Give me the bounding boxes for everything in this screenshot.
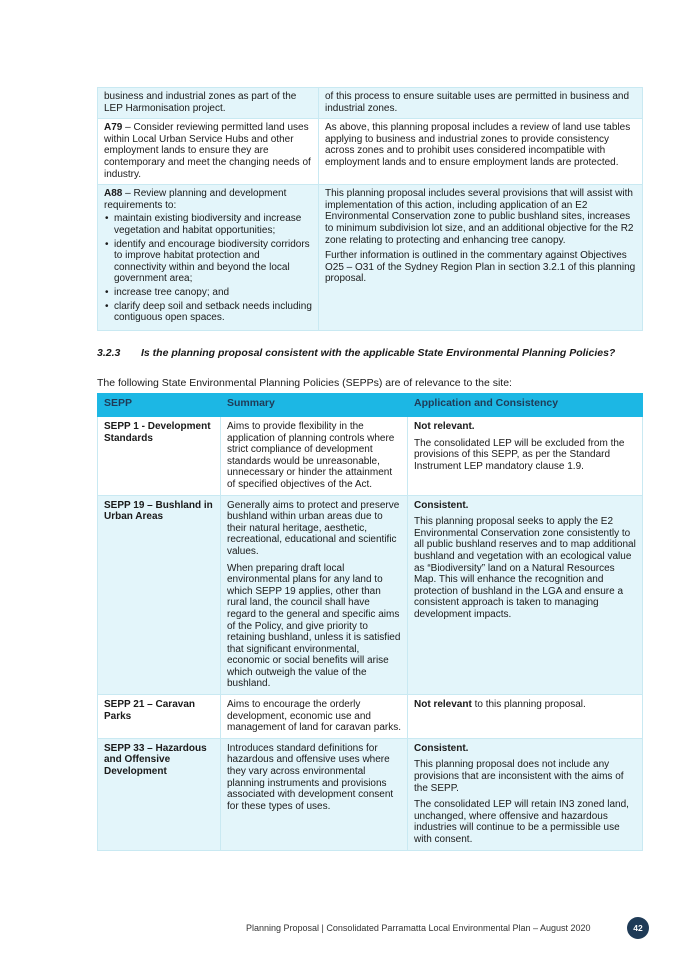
column-header-summary: Summary (221, 394, 408, 417)
application-text: This planning proposal seeks to apply the E2 Environmental Conservation zone consistently to all public bushland reserves and to map additional bushland and vegetation with an ecological value as “Biodiversity” land on a Natural Resources Map. This will enhance the recognition and protection of bushland in the LGA and ensure a consistent approach is taken to managing development impacts. (414, 516, 636, 620)
summary-text: Generally aims to protect and preserve bushland within urban areas due to their natural heritage, aesthetic, recreational, educational and scientific values. (227, 499, 400, 557)
sepp-summary (221, 695, 408, 739)
objective-text (104, 188, 312, 211)
objective-cell (98, 119, 319, 185)
application-text: This planning proposal does not include any provisions that are inconsistent with the aims of the SEPP. (414, 759, 624, 794)
sepp-table (97, 393, 643, 851)
sepp-summary (221, 417, 408, 496)
response-cell (319, 119, 643, 185)
action-code: A88 (104, 188, 123, 200)
action-code: A79 (104, 122, 123, 134)
status-label: Consistent. (414, 742, 469, 754)
sepp-name: SEPP 1 - Development Standards (98, 417, 221, 496)
sepp-name: SEPP 21 – Caravan Parks (98, 695, 221, 739)
sepp-application (408, 738, 643, 850)
objective-cell (98, 185, 319, 331)
list-item: • identify and encourage biodiversity corridors to improve habitat protection and connectivity within and beyond the local government area; (104, 239, 312, 285)
objective-cell (98, 88, 319, 119)
table-row (98, 119, 643, 185)
application-text: The consolidated LEP will be excluded from the provisions of this SEPP, as per the Standard Instrument LEP mandatory clause 1.9. (414, 437, 625, 472)
sepp-summary (221, 738, 408, 850)
response-text: of this process to ensure suitable uses are permitted in business and industrial zones. (325, 91, 630, 114)
list-item: • maintain existing biodiversity and increase vegetation and habitat opportunities; (104, 213, 312, 236)
page-footer: Planning Proposal | Consolidated Parramatta Local Environmental Plan – August 2020 (246, 923, 591, 933)
action-description: – Consider reviewing permitted land uses within Local Urban Service Hubs and other employment lands to ensure they are contemporary and meet the changing needs of industry. (104, 122, 311, 180)
status-suffix: to this planning proposal. (471, 699, 586, 711)
sepp-name: SEPP 33 – Hazardous and Offensive Development (98, 738, 221, 850)
application-text: The consolidated LEP will retain IN3 zoned land, unchanged, where offensive and hazardous industries will continue to be a permissible use with consent. (414, 799, 629, 845)
bullet-list (104, 213, 312, 323)
consistency-status (414, 500, 636, 512)
table-row (98, 738, 643, 850)
table-row (98, 88, 643, 119)
response-text: As above, this planning proposal includes a review of land use tables applying to business and industrial zones to provide consistency across zones and to prohibit uses considered incompatible with employment lands and to ensure employment lands are protected. (325, 122, 631, 168)
list-item: • increase tree canopy; and (104, 287, 312, 299)
table-row (98, 185, 643, 331)
status-label: Consistent. (414, 499, 469, 511)
status-label: Not relevant. (414, 421, 475, 432)
sepp-summary (221, 495, 408, 695)
sepp-name: SEPP 19 – Bushland in Urban Areas (98, 495, 221, 695)
table-header-row (98, 394, 643, 417)
objectives-table (97, 87, 643, 331)
summary-text: Introduces standard definitions for hazardous and offensive uses where they vary across environmental planning instruments and provisions associated with development consent for these types of uses. (227, 742, 394, 812)
status-label: Not relevant (414, 699, 472, 711)
consistency-status (414, 421, 636, 433)
consistency-status (414, 743, 636, 755)
action-description: – Review planning and development requirements to: (104, 188, 287, 211)
response-text: This planning proposal includes several provisions that will assist with implementation of this action, including application of an E2 Environmental Conservation zone to public bushland sites, increases to minimum subdivision lot size, and an additional objective for the R2 zone relating to protecting and enhancing tree canopy. (325, 188, 634, 246)
column-header-application: Application and Consistency (408, 394, 643, 417)
intro-paragraph: The following State Environmental Planning Policies (SEPPs) are of relevance to the site: (97, 377, 512, 389)
response-cell (319, 88, 643, 119)
summary-text: Aims to provide flexibility in the application of planning controls where strict compliance of development standards would be unreasonable, unnecessary or hinder the attainment of specified objectives of the Act. (227, 421, 395, 490)
section-number: 3.2.3 (97, 347, 121, 359)
response-cell (319, 185, 643, 331)
summary-text: Aims to encourage the orderly development, economic use and management of land for caravan parks. (227, 699, 401, 734)
section-title: Is the planning proposal consistent with the applicable State Environmental Planning Policies? (141, 347, 616, 359)
page-number-badge: 42 (627, 917, 649, 939)
section-heading (97, 347, 637, 360)
summary-text: When preparing draft local environmental plans for any land to which SEPP 19 applies, other than rural land, the council shall have regard to the general and specific aims of the Policy, and give priority to retaining bushland, unless it is satisfied that significant environmental, economic or social benefits will arise which outweigh the value of the bushland. (227, 562, 401, 690)
table-row (98, 495, 643, 695)
sepp-application (408, 417, 643, 496)
sepp-application (408, 495, 643, 695)
column-header-sepp: SEPP (98, 394, 221, 417)
consistency-status (414, 699, 636, 711)
sepp-application (408, 695, 643, 739)
list-item: • clarify deep soil and setback needs including contiguous open spaces. (104, 301, 312, 324)
objective-text (104, 122, 312, 180)
response-text: Further information is outlined in the commentary against Objectives O25 – O31 of the Sydney Region Plan in section 3.2.1 of this planning proposal. (325, 250, 636, 285)
table-row (98, 695, 643, 739)
table-row (98, 417, 643, 496)
objective-text: business and industrial zones as part of the LEP Harmonisation project. (104, 91, 297, 114)
